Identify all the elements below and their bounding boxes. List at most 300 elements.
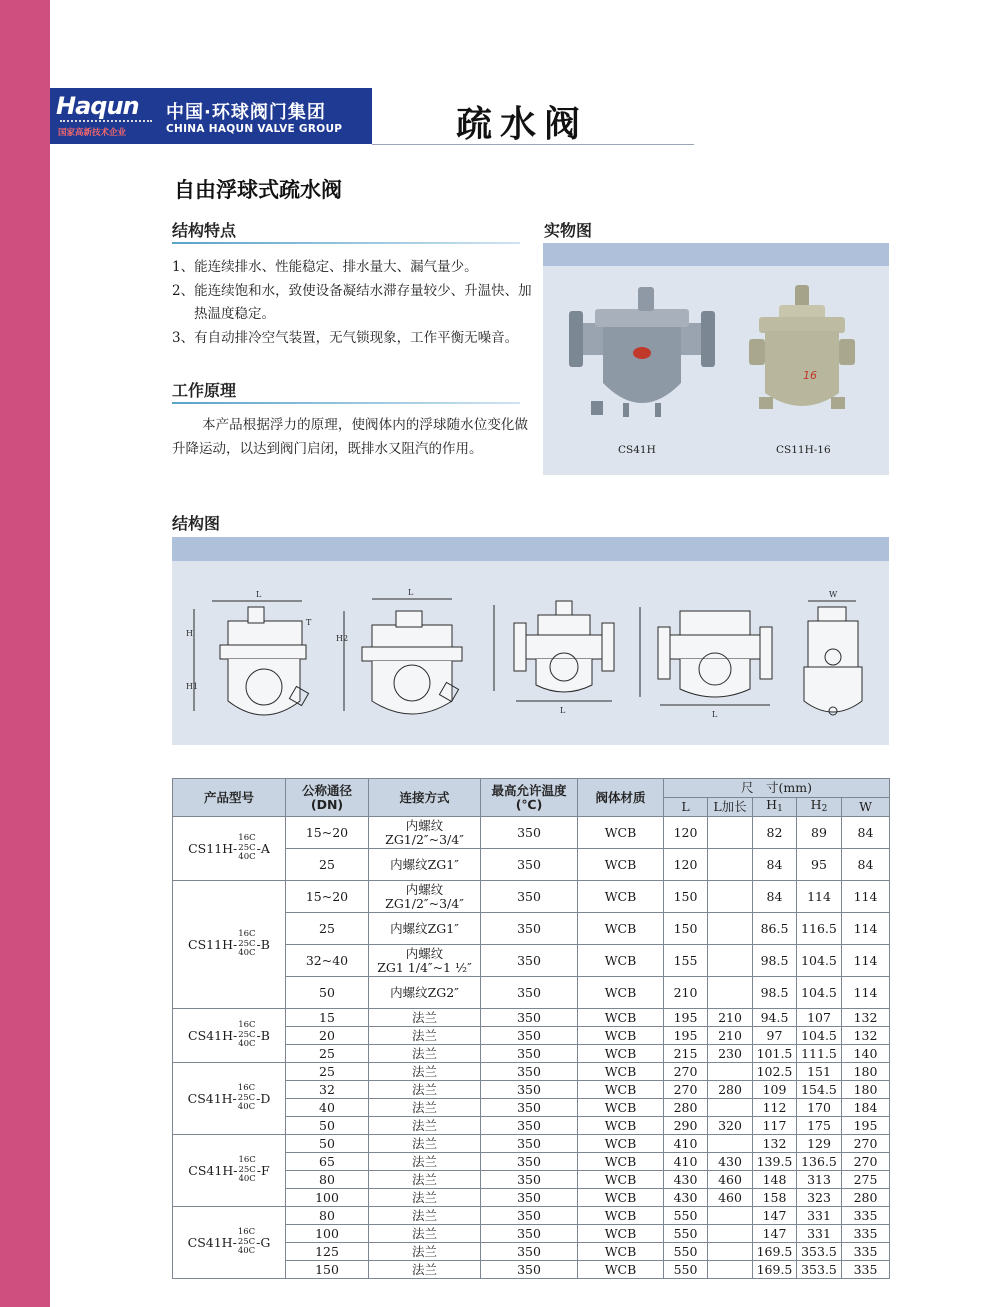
- principle-rule: [172, 402, 520, 404]
- h2-cell: 154.5: [797, 1081, 842, 1099]
- temp-cell: 350: [481, 1153, 578, 1171]
- col-temp: [481, 779, 578, 817]
- w-cell: 84: [842, 817, 890, 849]
- col-h1: [753, 798, 797, 817]
- h2-cell: 129: [797, 1135, 842, 1153]
- material-cell: WCB: [578, 1027, 664, 1045]
- h2-cell: 170: [797, 1099, 842, 1117]
- dn-cell: 15~20: [286, 881, 369, 913]
- cs11h-body-mark: 16: [803, 369, 817, 382]
- connection-cell: [369, 1063, 481, 1081]
- l-ext-cell: [708, 945, 753, 977]
- w-cell: 335: [842, 1207, 890, 1225]
- dn-cell: 40: [286, 1099, 369, 1117]
- h2-cell: 353.5: [797, 1243, 842, 1261]
- connection-cell: [369, 977, 481, 1009]
- temp-cell: 350: [481, 1225, 578, 1243]
- product-title: 自由浮球式疏水阀: [174, 178, 342, 202]
- model-prefix: CS41H-: [188, 1027, 238, 1043]
- h1-cell: 112: [753, 1099, 797, 1117]
- pressure-class: 40C: [238, 1174, 256, 1185]
- l-cell: 550: [664, 1225, 708, 1243]
- l-cell: 270: [664, 1063, 708, 1081]
- connection-line: 法兰: [411, 1153, 437, 1169]
- pressure-class-stack: [238, 930, 255, 959]
- col-dn: [286, 779, 369, 817]
- h2-cell: 95: [797, 849, 842, 881]
- w-cell: 84: [842, 849, 890, 881]
- l-ext-cell: 460: [708, 1171, 753, 1189]
- h2-cell: 151: [797, 1063, 842, 1081]
- l-cell: 410: [664, 1153, 708, 1171]
- h1-cell: 86.5: [753, 913, 797, 945]
- pressure-class: 25C: [237, 1236, 256, 1247]
- l-ext-cell: [708, 849, 753, 881]
- material-cell: WCB: [578, 1261, 664, 1279]
- pressure-class: 16C: [237, 1227, 256, 1238]
- l-ext-cell: 210: [708, 1009, 753, 1027]
- col-dn-label: 公称通径: [301, 782, 352, 798]
- connection-line: 法兰: [411, 1261, 437, 1277]
- model-suffix: -D: [256, 1090, 271, 1106]
- connection-cell: [369, 1135, 481, 1153]
- temp-cell: 350: [481, 817, 578, 849]
- w-cell: 184: [842, 1099, 890, 1117]
- pressure-class-stack: [238, 834, 255, 863]
- col-dn-unit: (DN): [310, 796, 344, 812]
- w-cell: 132: [842, 1027, 890, 1045]
- connection-line: 内螺纹ZG2″: [390, 984, 459, 1000]
- h1-cell: 97: [753, 1027, 797, 1045]
- dim-label-h: H: [186, 629, 193, 638]
- h1-cell: 98.5: [753, 945, 797, 977]
- table-row: [173, 817, 890, 849]
- structure-drawing: [186, 590, 312, 715]
- h1-cell: 169.5: [753, 1261, 797, 1279]
- h1-cell: 148: [753, 1171, 797, 1189]
- connection-cell: [369, 1261, 481, 1279]
- connection-line: ZG1/2″~3/4″: [385, 831, 464, 847]
- col-h2: [797, 798, 842, 817]
- pressure-class: 25C: [238, 938, 256, 949]
- connection-line: 法兰: [411, 1189, 437, 1205]
- model-cell: [173, 881, 286, 1009]
- spec-table-body: [173, 817, 890, 1279]
- l-cell: 120: [664, 817, 708, 849]
- temp-cell: 350: [481, 1027, 578, 1045]
- h1-cell: 158: [753, 1189, 797, 1207]
- dim-label-l: L: [256, 590, 262, 599]
- l-ext-cell: 210: [708, 1027, 753, 1045]
- material-cell: WCB: [578, 1081, 664, 1099]
- col-h2-sub: 2: [821, 804, 828, 814]
- h1-cell: 147: [753, 1207, 797, 1225]
- col-temp-unit: (℃): [515, 796, 543, 812]
- l-cell: 210: [664, 977, 708, 1009]
- dn-cell: 100: [286, 1225, 369, 1243]
- logo-wordmark: Haqun: [56, 92, 139, 120]
- temp-cell: 350: [481, 1081, 578, 1099]
- w-cell: 114: [842, 881, 890, 913]
- l-cell: 430: [664, 1171, 708, 1189]
- photo-heading: 实物图: [544, 221, 593, 240]
- connection-cell: [369, 1117, 481, 1135]
- connection-line: 内螺纹ZG1″: [390, 856, 459, 872]
- material-cell: WCB: [578, 1135, 664, 1153]
- l-ext-cell: [708, 881, 753, 913]
- l-cell: 550: [664, 1261, 708, 1279]
- material-cell: WCB: [578, 945, 664, 977]
- pressure-class: 25C: [238, 1029, 256, 1040]
- l-cell: 195: [664, 1027, 708, 1045]
- model-cell: [173, 817, 286, 881]
- l-ext-cell: [708, 913, 753, 945]
- cs41h-photo: [569, 287, 715, 417]
- structure-drawing: [804, 590, 862, 715]
- pressure-class-stack: [238, 1084, 255, 1113]
- model-cell: [173, 1009, 286, 1063]
- l-cell: 430: [664, 1189, 708, 1207]
- h2-cell: 114: [797, 881, 842, 913]
- model-prefix: CS11H-: [188, 840, 238, 856]
- connection-cell: [369, 881, 481, 913]
- h1-cell: 139.5: [753, 1153, 797, 1171]
- connection-cell: [369, 849, 481, 881]
- l-ext-cell: 460: [708, 1189, 753, 1207]
- pressure-class: 16C: [238, 929, 256, 940]
- side-color-bar: [0, 0, 50, 1307]
- model-suffix: -G: [256, 1234, 271, 1250]
- l-cell: 215: [664, 1045, 708, 1063]
- h2-cell: 136.5: [797, 1153, 842, 1171]
- principle-heading: 工作原理: [172, 381, 237, 400]
- w-cell: 114: [842, 977, 890, 1009]
- connection-line: 法兰: [411, 1027, 437, 1043]
- h1-cell: 94.5: [753, 1009, 797, 1027]
- temp-cell: 350: [481, 1117, 578, 1135]
- material-cell: WCB: [578, 1045, 664, 1063]
- company-logo: [56, 92, 156, 140]
- dn-cell: 25: [286, 1045, 369, 1063]
- model-cell: [173, 1207, 286, 1279]
- model-suffix: -A: [256, 840, 270, 856]
- dn-cell: 50: [286, 1135, 369, 1153]
- table-row: [173, 881, 890, 913]
- pressure-class-stack: [238, 1156, 255, 1185]
- spec-table: [172, 778, 890, 1279]
- dn-cell: 80: [286, 1171, 369, 1189]
- temp-cell: 350: [481, 1189, 578, 1207]
- dn-cell: 50: [286, 977, 369, 1009]
- photo-caption: CS41H: [618, 444, 656, 456]
- temp-cell: 350: [481, 977, 578, 1009]
- connection-line: 法兰: [411, 1117, 437, 1133]
- temp-cell: 350: [481, 1171, 578, 1189]
- temp-cell: 350: [481, 1261, 578, 1279]
- model-prefix: CS41H-: [187, 1090, 237, 1106]
- pressure-class: 16C: [238, 1020, 256, 1031]
- model-prefix: CS11H-: [188, 936, 238, 952]
- col-h1-label: H: [766, 797, 778, 812]
- h1-cell: 82: [753, 817, 797, 849]
- l-ext-cell: [708, 817, 753, 849]
- model-suffix: -B: [256, 1027, 270, 1043]
- connection-line: ZG1 1/4″~1 ½″: [377, 959, 472, 975]
- l-ext-cell: [708, 1225, 753, 1243]
- dn-cell: 50: [286, 1117, 369, 1135]
- struct-panel: [172, 561, 889, 745]
- connection-cell: [369, 1045, 481, 1063]
- w-cell: 335: [842, 1225, 890, 1243]
- w-cell: 180: [842, 1081, 890, 1099]
- l-cell: 195: [664, 1009, 708, 1027]
- brand-banner: [50, 88, 372, 144]
- h1-cell: 102.5: [753, 1063, 797, 1081]
- w-cell: 195: [842, 1117, 890, 1135]
- dim-label-h1: H1: [186, 682, 199, 691]
- dn-cell: 25: [286, 1063, 369, 1081]
- w-cell: 270: [842, 1153, 890, 1171]
- features-list: [172, 256, 532, 350]
- structure-drawing: [494, 601, 614, 715]
- temp-cell: 350: [481, 1009, 578, 1027]
- model-prefix: CS41H-: [187, 1234, 237, 1250]
- w-cell: 132: [842, 1009, 890, 1027]
- l-cell: 290: [664, 1117, 708, 1135]
- l-cell: 150: [664, 881, 708, 913]
- l-ext-cell: [708, 1261, 753, 1279]
- connection-cell: [369, 1027, 481, 1045]
- w-cell: 114: [842, 913, 890, 945]
- l-cell: 550: [664, 1243, 708, 1261]
- temp-cell: 350: [481, 1063, 578, 1081]
- temp-cell: 350: [481, 913, 578, 945]
- h2-cell: 111.5: [797, 1045, 842, 1063]
- connection-line: 法兰: [411, 1207, 437, 1223]
- col-connection: 连接方式: [369, 779, 481, 817]
- structure-drawings: [172, 561, 889, 745]
- connection-line: 法兰: [411, 1081, 437, 1097]
- dn-cell: 15~20: [286, 817, 369, 849]
- h2-cell: 313: [797, 1171, 842, 1189]
- principle-text: 本产品根据浮力的原理，使阀体内的浮球随水位变化做升降运动，以达到阀门启闭，既排水又阻汽的作用。: [172, 417, 528, 457]
- feature-item: 3、有自动排冷空气装置，无气锁现象，工作平衡无噪音。: [172, 329, 519, 346]
- dn-cell: 25: [286, 913, 369, 945]
- pressure-class: 25C: [238, 842, 256, 853]
- l-cell: 410: [664, 1135, 708, 1153]
- feature-item: 1、能连续排水、性能稳定、排水量大、漏气量少。: [172, 259, 478, 275]
- connection-cell: [369, 1081, 481, 1099]
- logo-tagline: 国家高新技术企业: [58, 128, 127, 138]
- connection-cell: [369, 1243, 481, 1261]
- table-row: [173, 1063, 890, 1081]
- pressure-class: 25C: [238, 1164, 256, 1175]
- dn-cell: 32~40: [286, 945, 369, 977]
- l-ext-cell: [708, 1243, 753, 1261]
- connection-cell: [369, 1225, 481, 1243]
- material-cell: WCB: [578, 1009, 664, 1027]
- dn-cell: 65: [286, 1153, 369, 1171]
- w-cell: 114: [842, 945, 890, 977]
- temp-cell: 350: [481, 1243, 578, 1261]
- connection-line: 法兰: [411, 1243, 437, 1259]
- h2-cell: 175: [797, 1117, 842, 1135]
- connection-line: 法兰: [411, 1009, 437, 1025]
- h2-cell: 104.5: [797, 945, 842, 977]
- l-ext-cell: 230: [708, 1045, 753, 1063]
- connection-cell: [369, 1207, 481, 1225]
- material-cell: WCB: [578, 1063, 664, 1081]
- struct-panel-band: [172, 537, 889, 561]
- l-ext-cell: 320: [708, 1117, 753, 1135]
- connection-line: 内螺纹: [405, 945, 444, 961]
- dim-label-h2: H2: [336, 634, 349, 643]
- connection-line: 法兰: [411, 1045, 437, 1061]
- connection-cell: [369, 1099, 481, 1117]
- h1-cell: 84: [753, 849, 797, 881]
- l-ext-cell: 280: [708, 1081, 753, 1099]
- structure-drawing: [336, 588, 462, 714]
- col-h1-sub: 1: [777, 804, 783, 814]
- l-ext-cell: [708, 1063, 753, 1081]
- col-l: L: [664, 798, 708, 817]
- features-heading: 结构特点: [172, 221, 237, 240]
- pressure-class: 40C: [238, 1039, 256, 1050]
- l-ext-cell: [708, 1099, 753, 1117]
- photo-panel: [543, 243, 889, 475]
- h2-cell: 331: [797, 1207, 842, 1225]
- group-name-en: CHINA HAQUN VALVE GROUP: [166, 123, 343, 135]
- col-w: W: [842, 798, 890, 817]
- model-cell: [173, 1063, 286, 1135]
- dim-label-l: L: [712, 710, 718, 719]
- dn-cell: 15: [286, 1009, 369, 1027]
- pressure-class: 16C: [238, 1155, 256, 1166]
- col-material: 阀体材质: [578, 779, 664, 817]
- material-cell: WCB: [578, 1189, 664, 1207]
- l-cell: 550: [664, 1207, 708, 1225]
- material-cell: WCB: [578, 1207, 664, 1225]
- pressure-class: 40C: [238, 948, 256, 959]
- pressure-class: 25C: [237, 1092, 256, 1103]
- structure-drawing: [640, 607, 772, 719]
- temp-cell: 350: [481, 1207, 578, 1225]
- l-cell: 155: [664, 945, 708, 977]
- material-cell: WCB: [578, 849, 664, 881]
- connection-line: 法兰: [411, 1225, 437, 1241]
- h1-cell: 117: [753, 1117, 797, 1135]
- struct-heading: 结构图: [172, 514, 221, 533]
- temp-cell: 350: [481, 849, 578, 881]
- table-row: [173, 1207, 890, 1225]
- connection-line: 法兰: [411, 1171, 437, 1187]
- w-cell: 335: [842, 1243, 890, 1261]
- dim-label-t: T: [306, 618, 312, 627]
- h1-cell: 101.5: [753, 1045, 797, 1063]
- pressure-class-stack: [238, 1228, 255, 1257]
- connection-cell: [369, 817, 481, 849]
- table-row: [173, 1135, 890, 1153]
- connection-line: 内螺纹ZG1″: [390, 920, 459, 936]
- h1-cell: 98.5: [753, 977, 797, 1009]
- model-suffix: -B: [256, 936, 270, 952]
- pressure-class: 16C: [238, 833, 256, 844]
- h2-cell: 116.5: [797, 913, 842, 945]
- w-cell: 275: [842, 1171, 890, 1189]
- l-ext-cell: [708, 1207, 753, 1225]
- pressure-class: 40C: [238, 852, 256, 863]
- connection-line: 内螺纹: [405, 817, 444, 833]
- connection-cell: [369, 1189, 481, 1207]
- col-temp-label: 最高允许温度: [491, 782, 567, 798]
- w-cell: 180: [842, 1063, 890, 1081]
- l-cell: 150: [664, 913, 708, 945]
- logo-divider: [60, 120, 152, 123]
- h1-cell: 169.5: [753, 1243, 797, 1261]
- connection-cell: [369, 1171, 481, 1189]
- dn-cell: 32: [286, 1081, 369, 1099]
- material-cell: WCB: [578, 1099, 664, 1117]
- model-prefix: CS41H-: [188, 1162, 238, 1178]
- pressure-class: 40C: [237, 1246, 256, 1257]
- h1-cell: 84: [753, 881, 797, 913]
- connection-line: 法兰: [411, 1135, 437, 1151]
- dn-cell: 80: [286, 1207, 369, 1225]
- temp-cell: 350: [481, 1135, 578, 1153]
- dim-label-w: W: [829, 590, 838, 599]
- model-cell: [173, 1135, 286, 1207]
- dn-cell: 150: [286, 1261, 369, 1279]
- h2-cell: 323: [797, 1189, 842, 1207]
- table-row: [173, 1009, 890, 1027]
- col-h2-label: H: [810, 797, 822, 812]
- features-rule: [172, 242, 520, 244]
- w-cell: 335: [842, 1261, 890, 1279]
- product-photos: [543, 243, 889, 475]
- connection-line: 法兰: [411, 1063, 437, 1079]
- l-ext-cell: 430: [708, 1153, 753, 1171]
- connection-line: ZG1/2″~3/4″: [385, 895, 464, 911]
- h2-cell: 104.5: [797, 977, 842, 1009]
- col-dimensions: 尺 寸(mm): [664, 779, 890, 798]
- connection-line: 法兰: [411, 1099, 437, 1115]
- l-cell: 280: [664, 1099, 708, 1117]
- group-name-cn: 中国·环球阀门集团: [166, 102, 326, 123]
- h1-cell: 147: [753, 1225, 797, 1243]
- dn-cell: 125: [286, 1243, 369, 1261]
- h2-cell: 89: [797, 817, 842, 849]
- material-cell: WCB: [578, 1243, 664, 1261]
- w-cell: 270: [842, 1135, 890, 1153]
- h1-cell: 109: [753, 1081, 797, 1099]
- material-cell: WCB: [578, 913, 664, 945]
- pressure-class-stack: [238, 1021, 255, 1050]
- connection-cell: [369, 1153, 481, 1171]
- page-title: 疏水阀: [456, 104, 589, 145]
- material-cell: WCB: [578, 881, 664, 913]
- l-ext-cell: [708, 977, 753, 1009]
- l-cell: 270: [664, 1081, 708, 1099]
- temp-cell: 350: [481, 945, 578, 977]
- h2-cell: 107: [797, 1009, 842, 1027]
- h2-cell: 331: [797, 1225, 842, 1243]
- dn-cell: 20: [286, 1027, 369, 1045]
- dim-label-l: L: [560, 706, 566, 715]
- material-cell: WCB: [578, 1171, 664, 1189]
- feature-item: 2、能连续饱和水，致使设备凝结水滞存量较少、升温快、加热温度稳定。: [172, 282, 532, 322]
- temp-cell: 350: [481, 1045, 578, 1063]
- pressure-class: 16C: [237, 1083, 256, 1094]
